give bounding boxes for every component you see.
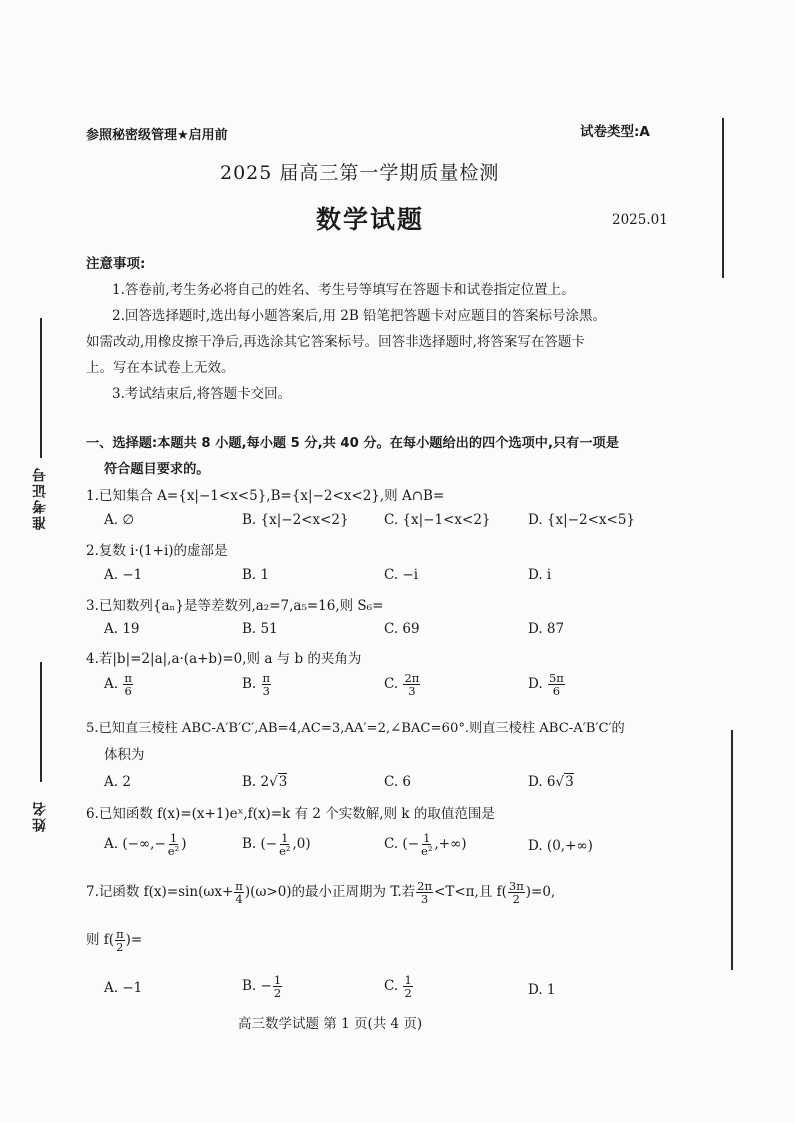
q4-b-denominator: 3: [262, 684, 270, 699]
q1-stem: 1.已知集合 A={x|−1<x<5},B={x|−2<x<2},则 A∩B=: [86, 488, 445, 504]
q6-c-suffix: ,+∞): [434, 836, 467, 853]
right-margin-rule-top: [722, 118, 724, 278]
q7-b-fraction: [273, 974, 282, 999]
q7-frac3-numerator: 3π: [508, 879, 524, 893]
q5-stem-line-2: 体积为: [104, 747, 145, 763]
q7-frac3-denominator: 2: [512, 892, 520, 907]
q6-stem: 6.已知函数 f(x)=(x+1)eˣ,f(x)=k 有 2 个实数解,则 k 的取值范围是: [86, 806, 495, 822]
exam-title: 2025 届高三第一学期质量检测: [220, 162, 500, 184]
radical-sign: √: [555, 774, 565, 790]
q6-b-prefix: B. (−: [242, 836, 278, 853]
q5-d-radicand: 3: [565, 774, 574, 790]
notes-item-1: 1.答卷前,考生务必将自己的姓名、考生号等填写在答题卡和试卷指定位置上。: [112, 282, 575, 298]
q5-b-radicand: 3: [278, 774, 288, 790]
q6-c-fraction: [420, 832, 433, 857]
q4-option-c-fraction: [403, 672, 420, 697]
right-margin-rule-bottom: [731, 730, 733, 970]
radical-sign: √: [269, 774, 278, 790]
q7-b-prefix: B. −: [242, 978, 272, 995]
q4-option-d-label: D.: [528, 676, 543, 693]
q6-b-numerator: 1: [281, 831, 289, 845]
q7-stem-line-1: [86, 880, 555, 905]
section-1-header-line-2: 符合题目要求的。: [104, 462, 210, 477]
q7-option-c: [384, 974, 414, 999]
q4-d-numerator: 5π: [548, 671, 564, 685]
confidential-label: 参照秘密级管理★启用前: [86, 128, 228, 143]
q7-frac1-denominator: 4: [235, 892, 243, 907]
q1-option-d: D. {x|−2<x<5}: [528, 512, 635, 528]
q6-option-d: D. (0,+∞): [528, 838, 593, 854]
q4-option-d-fraction: [548, 672, 565, 697]
q4-c-numerator: 2π: [404, 671, 420, 685]
q1-option-c: C. {x|−1<x<2}: [384, 512, 491, 528]
q3-option-d: D. 87: [528, 621, 565, 637]
q7-option-a: A. −1: [104, 980, 143, 996]
q5-option-b-label: B. 2: [242, 774, 270, 790]
q7-stem-fraction-3: [508, 880, 525, 905]
q4-option-a-label: A.: [104, 676, 119, 693]
q5-stem-line-1: 5.已知直三棱柱 ABC-A′B′C′,AB=4,AC=3,AA′=2,∠BAC=60°.则直三棱柱 ABC-A′B′C′的: [86, 721, 625, 736]
q4-b-numerator: π: [262, 671, 271, 685]
q6-b-suffix: ,0): [292, 836, 311, 853]
q7-frac1-numerator: π: [235, 879, 243, 893]
q7-frac2-denominator: 3: [420, 892, 429, 907]
q7-line2-prefix: 则 f(: [86, 932, 115, 949]
q7-line2-denominator: 2: [116, 940, 124, 955]
q7-option-b: [242, 974, 283, 999]
q7-frac2-numerator: 2π: [417, 879, 433, 893]
q4-option-d: [528, 672, 566, 697]
q5-option-c: C. 6: [384, 774, 412, 790]
q7-c-prefix: C.: [384, 978, 403, 995]
q4-option-b-label: B.: [242, 676, 257, 693]
q7-b-denominator: 2: [273, 986, 282, 1001]
q3-option-b: B. 51: [242, 621, 278, 637]
q7-b-numerator: 1: [273, 973, 282, 987]
q2-option-a: A. −1: [104, 567, 143, 583]
q6-c-prefix: C. (−: [384, 836, 420, 853]
q6-option-b: [242, 832, 311, 857]
q6-b-fraction: [278, 832, 291, 857]
q4-d-denominator: 6: [552, 684, 561, 699]
q6-a-fraction: [167, 832, 180, 857]
q3-stem: 3.已知数列{aₙ}是等差数列,a₂=7,a₅=16,则 S₆=: [86, 598, 384, 614]
q6-c-numerator: 1: [423, 831, 431, 845]
notes-title: 注意事项:: [86, 256, 146, 272]
notes-item-2-line-1: 2.回答选择题时,选出每小题答案后,用 2B 铅笔把答题卡对应题目的答案标号涂黑。: [112, 308, 607, 324]
paper-type: 试卷类型:A: [580, 124, 650, 140]
notes-item-2-line-3: 上。写在本试卷上无效。: [86, 360, 235, 376]
q7-line2-numerator: π: [116, 927, 124, 941]
q7-stem-fraction-1: [234, 880, 244, 905]
q6-c-denominator: e²: [421, 844, 433, 859]
q7-option-d: D. 1: [528, 982, 556, 998]
q4-option-c: [384, 672, 421, 697]
name-label: 姓名: [32, 800, 48, 832]
q5-option-d-label: D. 6: [528, 774, 556, 790]
q2-option-d: D. i: [528, 567, 552, 583]
exam-date: 2025.01: [612, 212, 668, 228]
q4-option-a-fraction: [123, 672, 133, 697]
q3-option-c: C. 69: [384, 621, 420, 637]
q7-stem-middle: )(ω>0)的最小正周期为 T.若: [244, 884, 416, 901]
q1-option-a: A. ∅: [104, 512, 135, 528]
exam-id-label: 准考证号: [32, 466, 48, 530]
q3-option-a: A. 19: [104, 621, 140, 637]
q7-stem-prefix: 7.记函数 f(x)=sin(ωx+: [86, 884, 234, 901]
page-footer: 高三数学试题 第 1 页(共 4 页): [238, 1016, 423, 1032]
exam-id-underline: [40, 318, 42, 458]
q4-a-denominator: 6: [124, 684, 132, 699]
q5-option-a: A. 2: [104, 774, 131, 790]
q7-line2-suffix: )=: [125, 932, 143, 949]
q2-option-c: C. −i: [384, 567, 419, 583]
q6-option-a: [104, 832, 186, 857]
q6-a-suffix: ): [181, 836, 187, 853]
q7-c-denominator: 2: [404, 986, 412, 1001]
q4-option-b-fraction: [262, 672, 272, 697]
q4-option-b: [242, 672, 272, 697]
q7-stem-suffix: )=0,: [525, 884, 556, 901]
notes-item-3: 3.考试结束后,将答题卡交回。: [112, 386, 292, 402]
q6-option-c: [384, 832, 467, 857]
q1-option-b: B. {x|−2<x<2}: [242, 512, 349, 528]
q4-option-a: [104, 672, 134, 697]
q7-c-numerator: 1: [404, 973, 412, 987]
q7-c-fraction: [403, 974, 412, 999]
q4-a-numerator: π: [124, 671, 132, 685]
q6-a-denominator: e²: [167, 844, 180, 859]
q7-line2-fraction: [115, 928, 125, 953]
q4-stem: 4.若|b|=2|a|,a·(a+b)=0,则 a 与 b 的夹角为: [86, 651, 362, 667]
section-1-header-line-1: 一、选择题:本题共 8 小题,每小题 5 分,共 40 分。在每小题给出的四个选项中,只有一项是: [86, 436, 619, 451]
q2-option-b: B. 1: [242, 567, 270, 583]
q7-stem-fraction-2: [416, 880, 433, 905]
q6-b-denominator: e²: [279, 844, 291, 859]
q6-a-prefix: A. (−∞,−: [104, 836, 166, 853]
q4-option-c-label: C.: [384, 676, 399, 693]
q4-c-denominator: 3: [408, 684, 416, 699]
subject-title: 数学试题: [316, 205, 425, 234]
name-underline: [40, 662, 42, 782]
q6-a-numerator: 1: [169, 831, 178, 845]
q7-stem-middle-2: <T<π,且 f(: [434, 884, 507, 901]
q5-option-d: [528, 774, 574, 790]
q5-option-b: [242, 774, 287, 790]
q2-stem: 2.复数 i·(1+i)的虚部是: [86, 543, 228, 559]
q7-stem-line-2: [86, 928, 142, 953]
notes-item-2-line-2: 如需改动,用橡皮擦干净后,再选涂其它答案标号。回答非选择题时,将答案写在答题卡: [86, 334, 585, 350]
